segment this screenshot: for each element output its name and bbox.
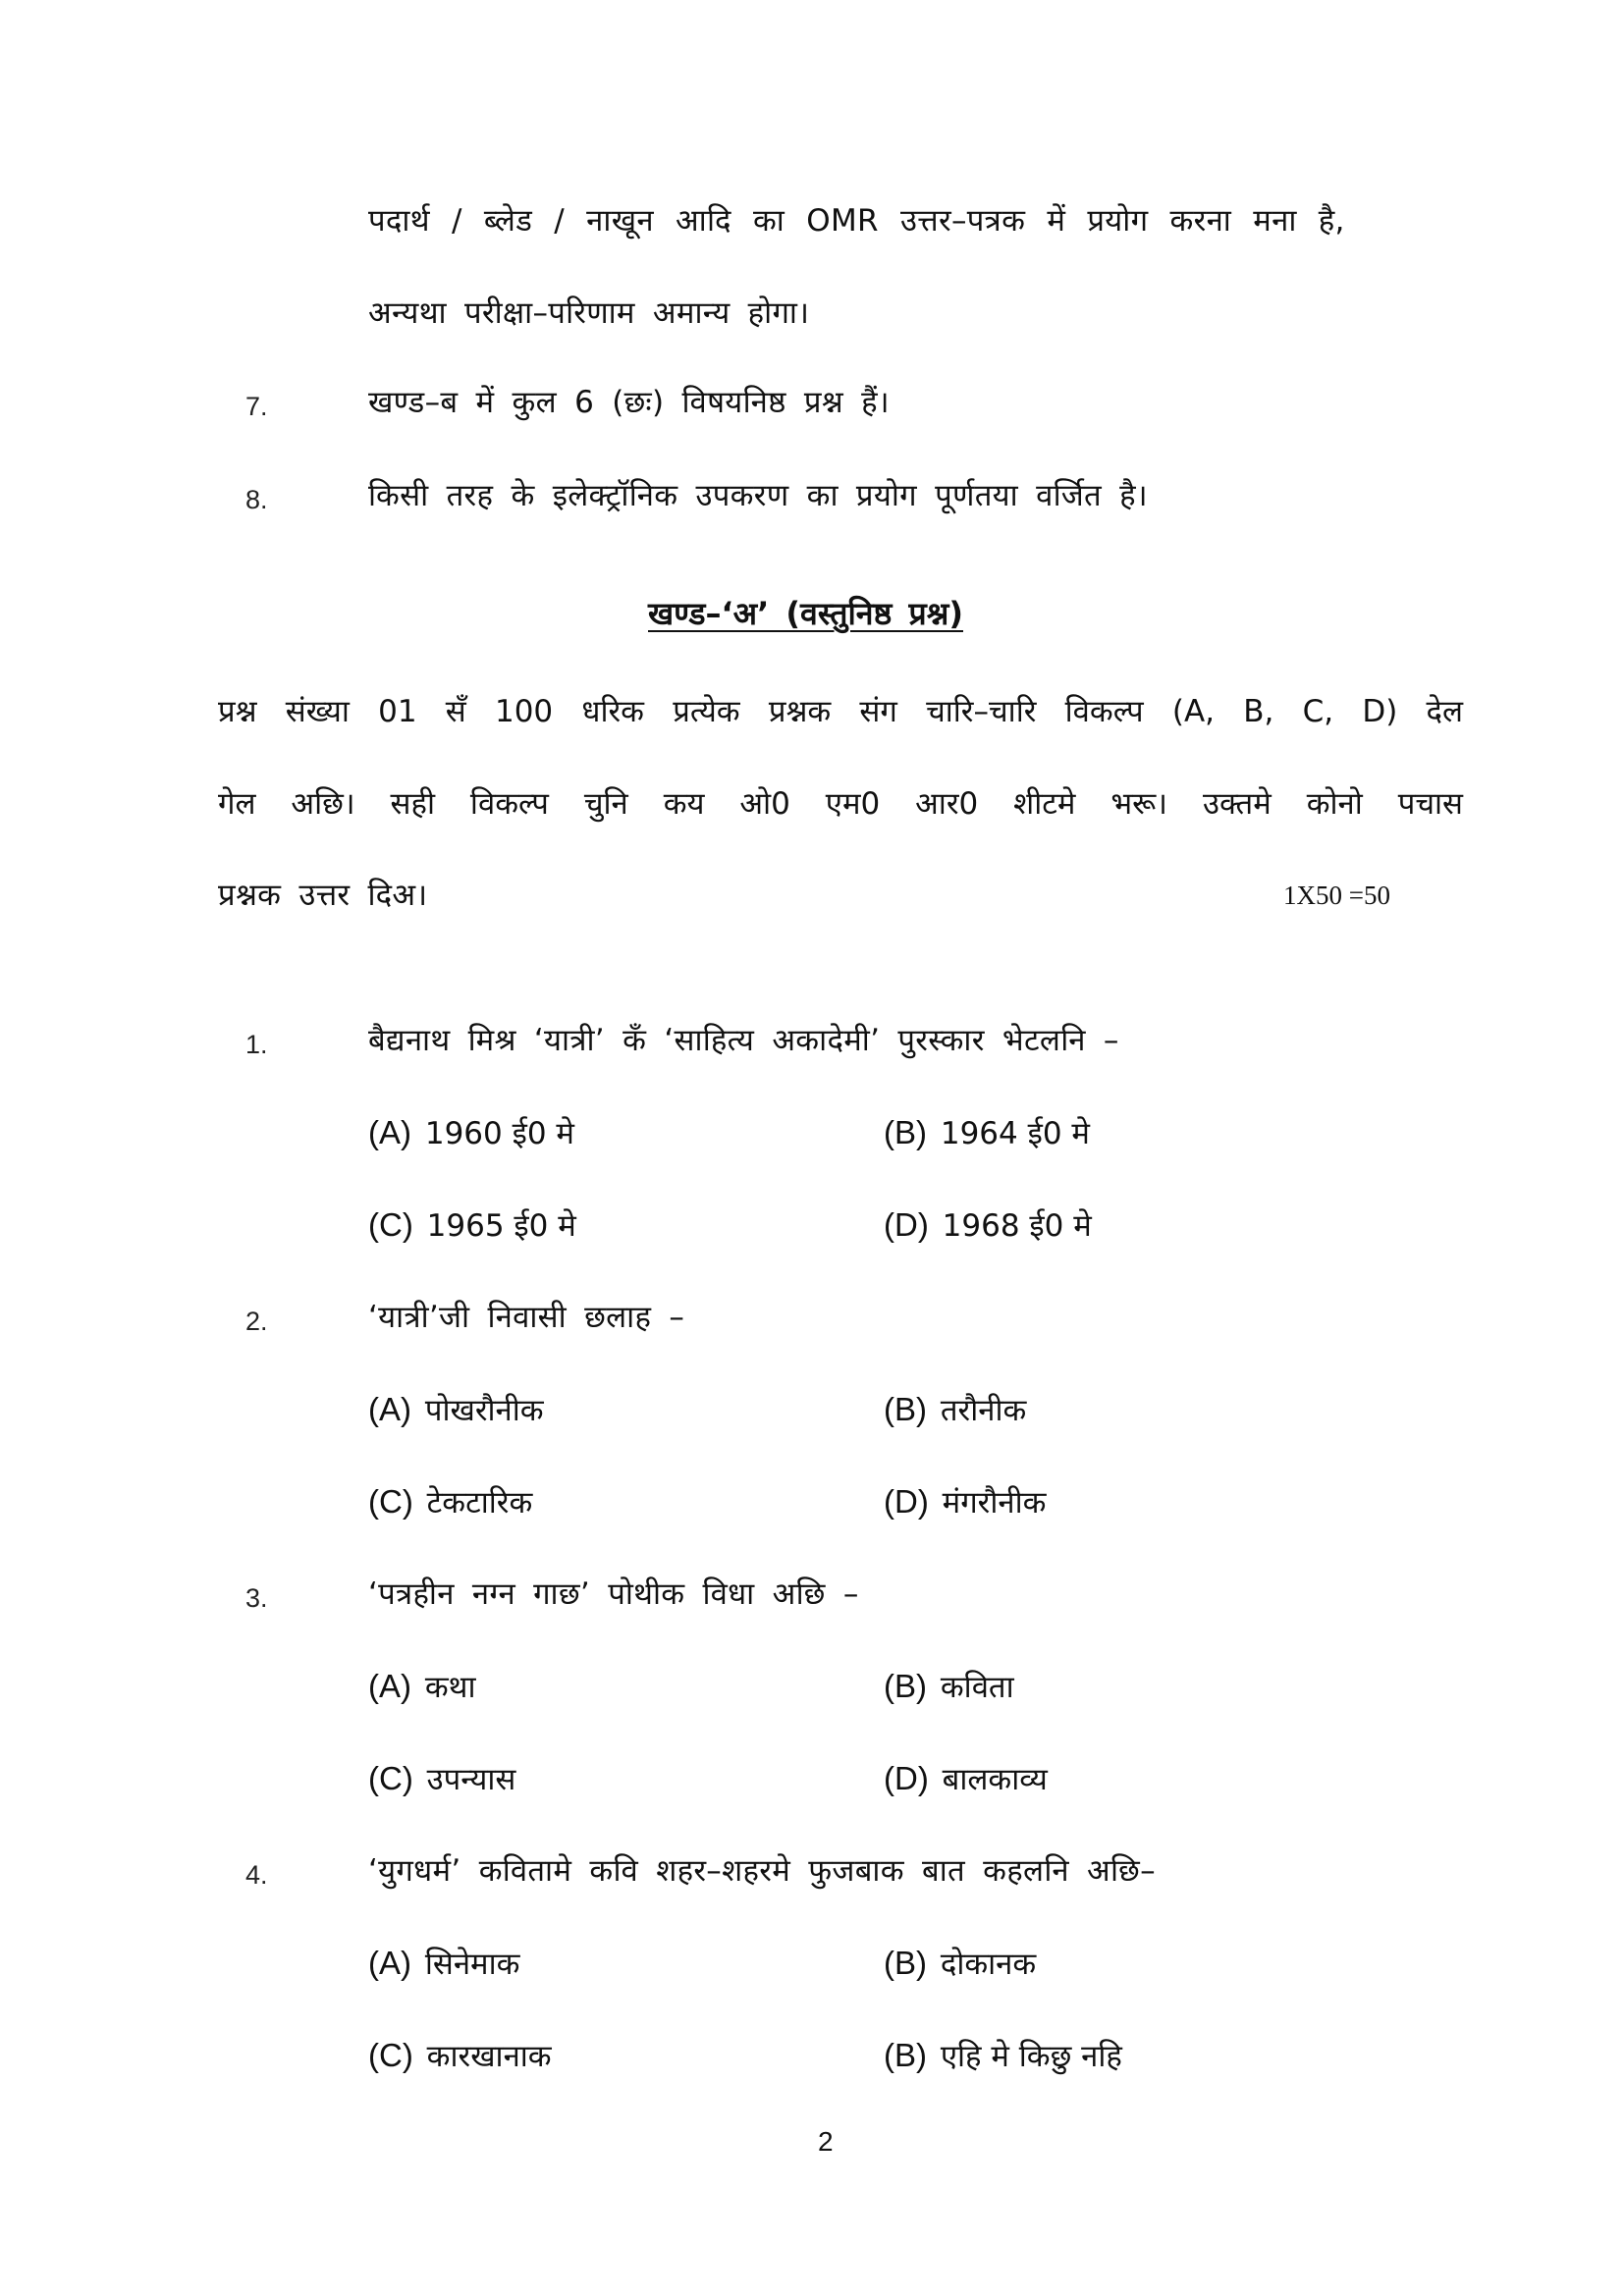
- option-text: दोकानक: [940, 1947, 1037, 1982]
- question-2-option-b: [884, 1388, 1026, 1432]
- question-4-option-c: [368, 2034, 552, 2078]
- marks-allocation: 1X50 =50: [1283, 881, 1390, 910]
- option-label: (C): [368, 1760, 413, 1796]
- instruction-7-number: 7.: [245, 392, 268, 421]
- option-text: उपन्यास: [426, 1762, 516, 1797]
- question-4-option-a: [368, 1942, 519, 1986]
- option-label: (B): [884, 2037, 927, 2073]
- option-text: मंगरौनीक: [942, 1485, 1047, 1521]
- question-1-text: बैद्यनाथ मिश्र ‘यात्री’ कँ ‘साहित्य अकादेमी’ पुरस्कार भेटलनि –: [368, 1023, 1119, 1058]
- question-2-text: ‘यात्री’जी निवासी छलाह –: [368, 1300, 685, 1335]
- question-1-option-c: [368, 1203, 576, 1248]
- question-4-option-d: [884, 2034, 1122, 2078]
- option-label: (A): [368, 1391, 411, 1427]
- option-text: 1960 ई0 मे: [424, 1116, 574, 1151]
- option-label: (D): [884, 1760, 929, 1796]
- instruction-6-continued-line1: पदार्थ / ब्लेड / नाखून आदि का OMR उत्तर–पत्रक में प्रयोग करना मना है,: [368, 203, 1345, 239]
- question-1-option-b: [884, 1111, 1090, 1155]
- option-text: 1965 ई0 मे: [426, 1208, 576, 1244]
- option-text: बालकाव्य: [942, 1762, 1048, 1797]
- option-text: 1964 ई0 मे: [940, 1116, 1090, 1151]
- option-text: कविता: [940, 1670, 1014, 1705]
- section-intro-line3: प्रश्नक उत्तर दिअ।: [218, 878, 428, 913]
- option-label: (C): [368, 2037, 413, 2073]
- question-2-option-d: [884, 1480, 1046, 1524]
- section-a-heading: खण्ड–‘अ’ (वस्तुनिष्ठ प्रश्न): [648, 595, 963, 632]
- option-text: कथा: [424, 1670, 476, 1705]
- section-intro-line2: गेल अछि। सही विकल्प चुनि कय ओ0 एम0 आर0 शीटमे भरू। उक्तमे कोनो पचास: [218, 786, 1463, 822]
- option-label: (D): [884, 1483, 929, 1520]
- instruction-6-continued-line2: अन्यथा परीक्षा–परिणाम अमान्य होगा।: [368, 295, 810, 331]
- option-label: (D): [884, 1206, 929, 1243]
- option-label: (B): [884, 1114, 927, 1150]
- instruction-8-text: किसी तरह के इलेक्ट्रॉनिक उपकरण का प्रयोग पूर्णतया वर्जित है।: [368, 478, 1148, 513]
- question-4-text: ‘युगधर्म’ कवितामे कवि शहर–शहरमे फुजबाक बात कहलनि अछि–: [368, 1853, 1156, 1889]
- question-2-option-a: [368, 1388, 544, 1432]
- option-label: (A): [368, 1114, 411, 1150]
- question-2-option-c: [368, 1480, 532, 1524]
- option-label: (A): [368, 1668, 411, 1704]
- question-2-number: 2.: [245, 1307, 268, 1336]
- instruction-8-number: 8.: [245, 485, 268, 514]
- section-intro-line1: प्रश्न संख्या 01 सँ 100 धरिक प्रत्येक प्रश्नक संग चारि–चारि विकल्प (A, B, C, D) देल: [218, 694, 1463, 729]
- option-label: (B): [884, 1668, 927, 1704]
- option-label: (A): [368, 1945, 411, 1981]
- question-3-option-b: [884, 1665, 1014, 1709]
- option-label: (C): [368, 1483, 413, 1520]
- question-1-number: 1.: [245, 1030, 268, 1059]
- option-text: कारखानाक: [426, 2039, 552, 2074]
- question-1-option-a: [368, 1111, 574, 1155]
- option-text: तरौनीक: [940, 1393, 1027, 1428]
- question-3-option-d: [884, 1757, 1048, 1801]
- option-text: पोखरौनीक: [424, 1393, 544, 1428]
- question-3-number: 3.: [245, 1583, 268, 1613]
- option-label: (B): [884, 1945, 927, 1981]
- question-3-text: ‘पत्रहीन नग्न गाछ’ पोथीक विधा अछि –: [368, 1576, 859, 1612]
- question-3-option-c: [368, 1757, 515, 1801]
- page-number: 2: [818, 2126, 834, 2157]
- question-4-option-b: [884, 1942, 1036, 1986]
- option-text: टेकटारिक: [426, 1485, 533, 1521]
- option-label: (B): [884, 1391, 927, 1427]
- option-text: सिनेमाक: [424, 1947, 520, 1982]
- question-1-option-d: [884, 1203, 1092, 1248]
- question-3-option-a: [368, 1665, 476, 1709]
- instruction-7-text: खण्ड–ब में कुल 6 (छः) विषयनिष्ठ प्रश्न हैं।: [368, 385, 890, 420]
- option-text: 1968 ई0 मे: [942, 1208, 1092, 1244]
- option-text: एहि मे किछु नहि: [940, 2039, 1122, 2074]
- question-4-number: 4.: [245, 1860, 268, 1890]
- option-label: (C): [368, 1206, 413, 1243]
